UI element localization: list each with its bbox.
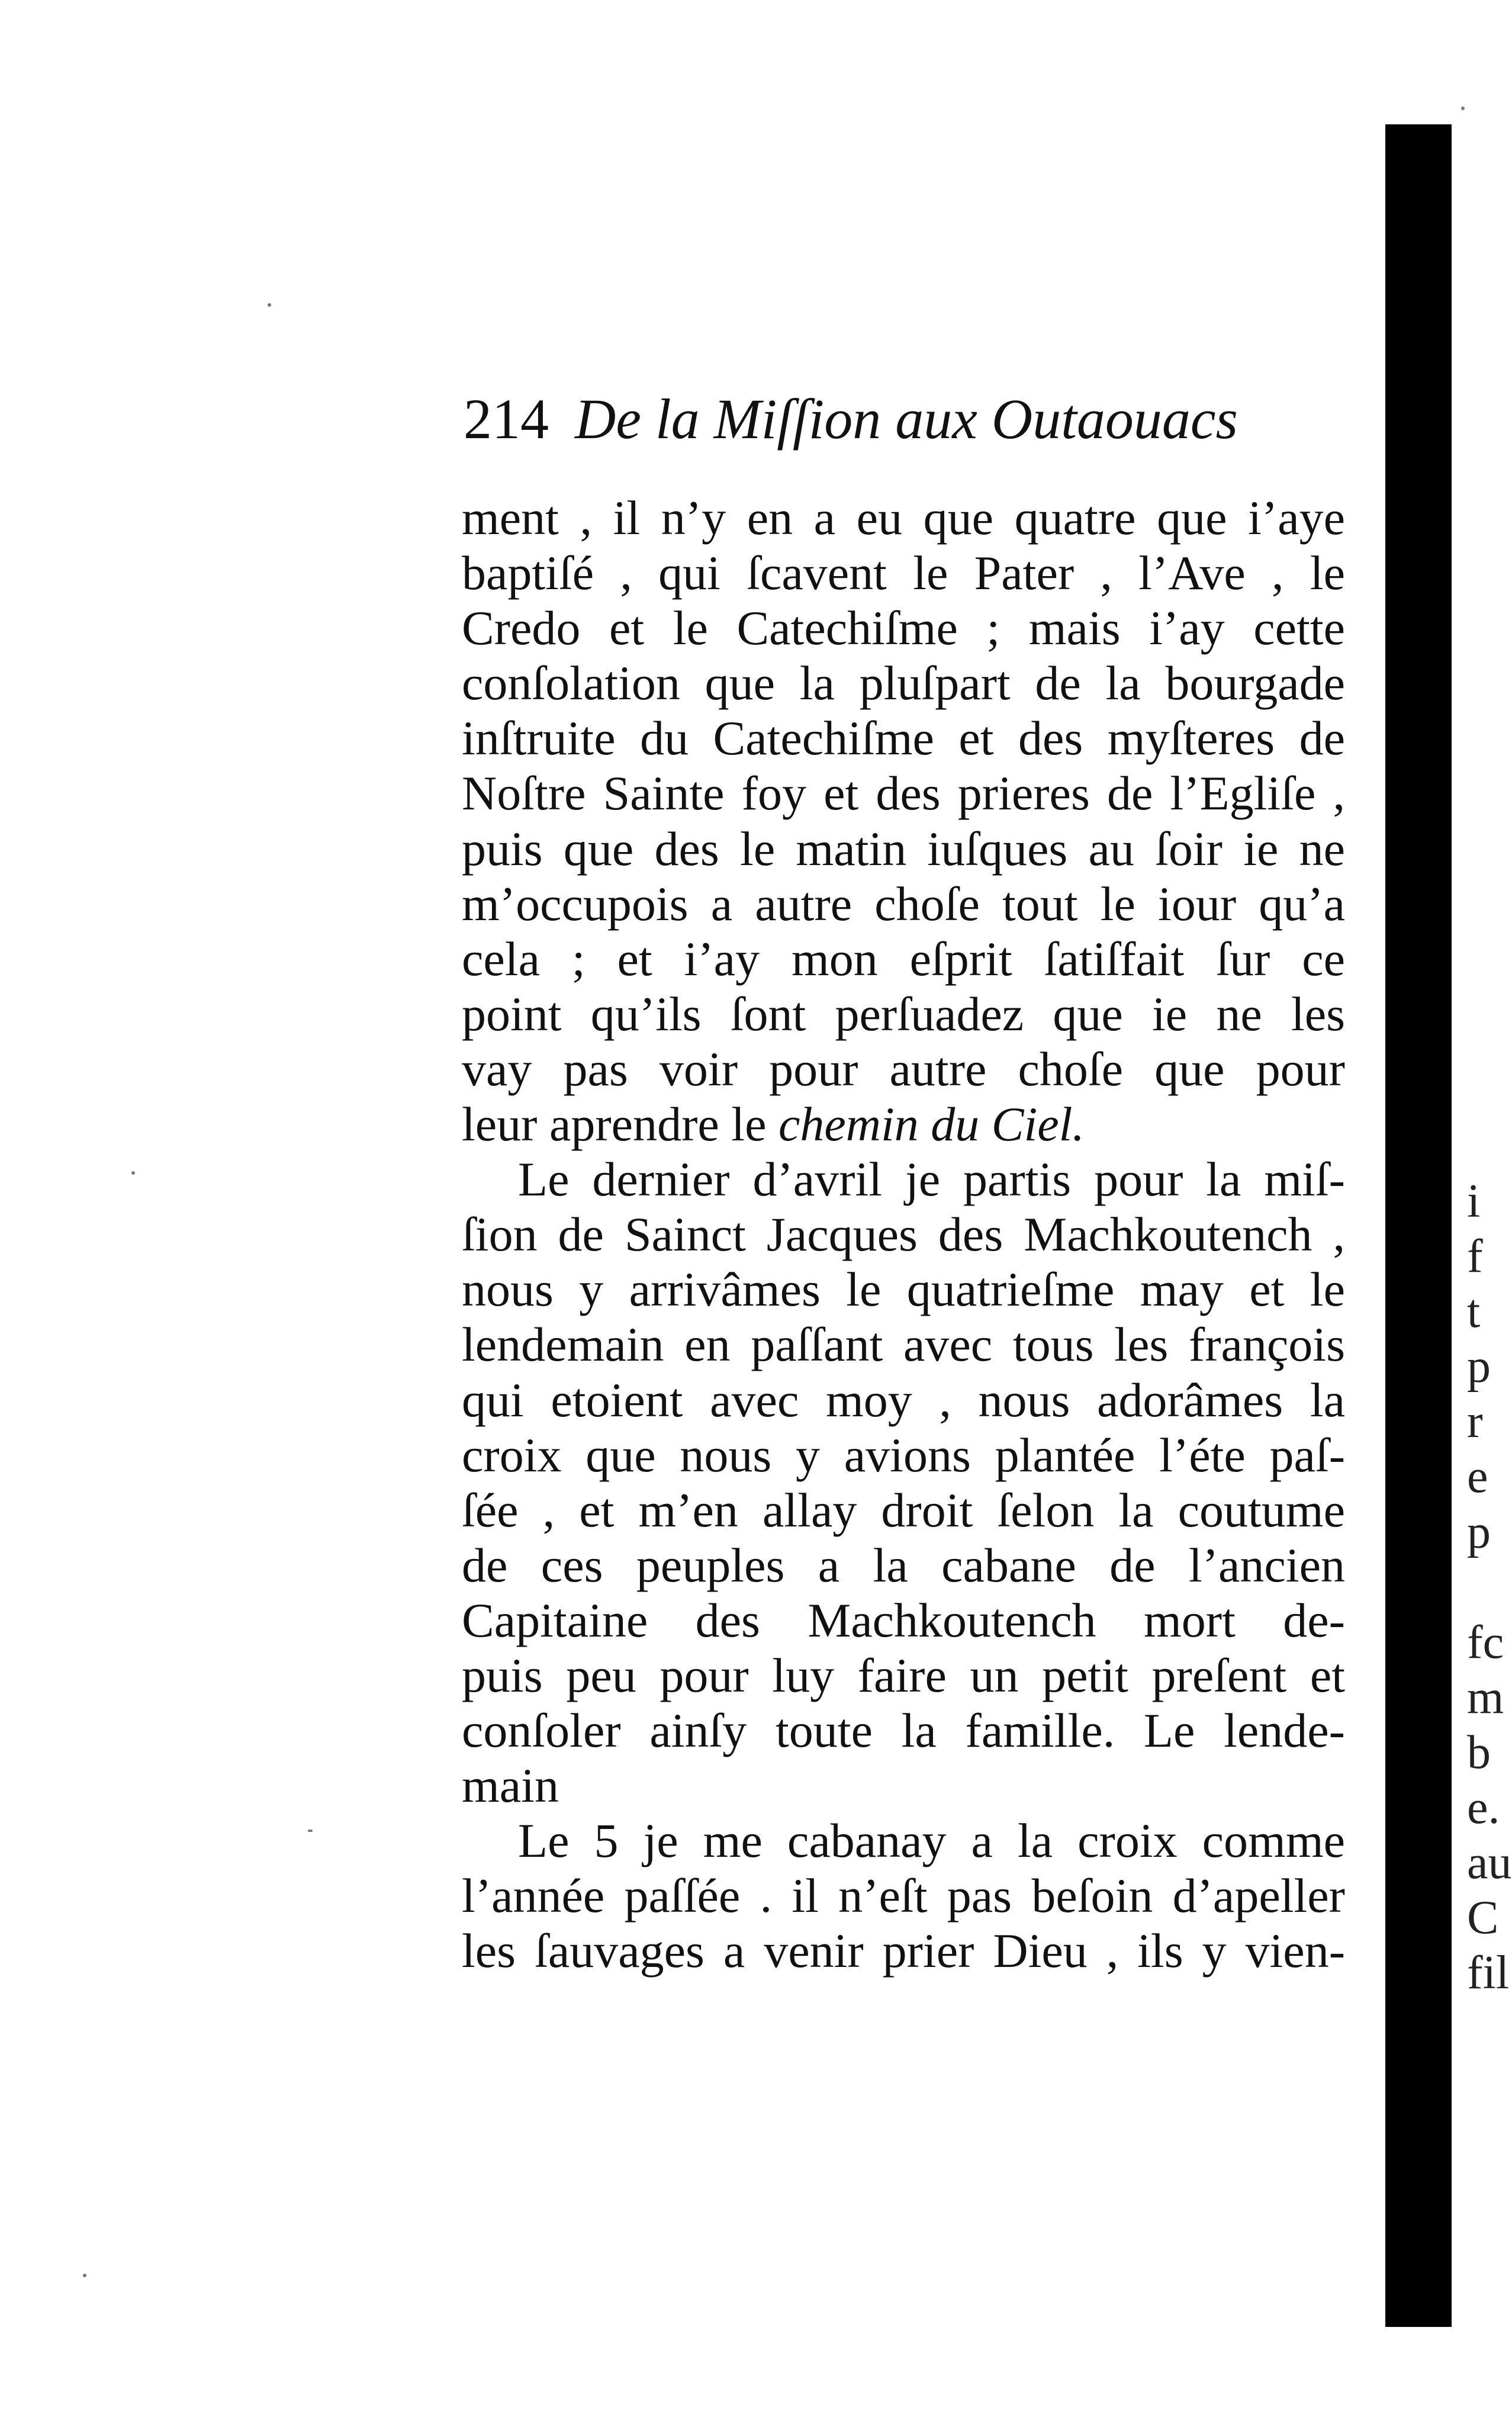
text-line: baptiſé , qui ſcavent le Pater , l’Ave , le <box>462 546 1345 600</box>
text-line: conſolation que la pluſpart de la bourgade <box>462 656 1345 711</box>
text-line: Le dernier d’avril je partis pour la miſ- <box>518 1152 1345 1207</box>
paragraph-2 <box>462 1152 1345 1813</box>
text-line: croix que nous y avions plantée l’éte paſ- <box>462 1428 1345 1482</box>
fragment: i <box>1467 1175 1481 1227</box>
text-line: Credo et le Catechiſme ; mais i’ay cette <box>462 601 1345 655</box>
text-line: m’occupois a autre choſe tout le iour qu’a <box>462 876 1345 931</box>
fragment: C <box>1467 1892 1499 1944</box>
text-line: vay pas voir pour autre choſe que pour <box>462 1041 1345 1096</box>
text-line: ſion de Sainct Jacques des Machkoutench , <box>462 1207 1345 1262</box>
text-line: ſée , et m’en allay droit ſelon la coutume <box>462 1483 1345 1537</box>
text-line: inſtruite du Catechiſme et des myſteres de <box>462 711 1345 766</box>
text-line: lendemain en paſſant avec tous les françois <box>462 1317 1345 1372</box>
running-title: De la Miſſion aux Outaouacs <box>575 387 1238 451</box>
fragment <box>1467 1560 1505 1615</box>
text-line: qui etoient avec moy , nous adorâmes la <box>462 1372 1345 1427</box>
fragment: f <box>1467 1230 1483 1283</box>
text-line: l’année paſſée . il n’eſt pas beſoin d’apeller <box>462 1869 1345 1923</box>
text-line: de ces peuples a la cabane de l’ancien <box>462 1538 1345 1592</box>
fragment: e. <box>1467 1782 1500 1834</box>
body-text <box>462 490 1345 1979</box>
paper-speck <box>1461 107 1465 110</box>
text-line: point qu’ils ſont perſuadez que ie ne les <box>462 986 1345 1041</box>
facing-page-fragments <box>1467 1174 1512 2001</box>
text-line: conſoler ainſy toute la famille. Le lende- <box>462 1703 1345 1758</box>
text-line: nous y arrivâmes le quatrieſme may et le <box>462 1262 1345 1317</box>
emphasized-phrase: chemin du Ciel. <box>778 1097 1085 1152</box>
paper-speck <box>268 303 271 307</box>
fragment: p <box>1467 1341 1491 1393</box>
text-line <box>462 1097 1345 1152</box>
fragment: au <box>1467 1837 1512 1889</box>
paragraph-1 <box>462 490 1345 1152</box>
fragment: b <box>1467 1726 1491 1779</box>
fragment: fc <box>1467 1616 1504 1669</box>
fragment: fil <box>1467 1947 1510 2000</box>
text-line-lead: leur aprendre le <box>462 1097 778 1152</box>
text-line: cela ; et i’ay mon eſprit ſatiſfait ſur ce <box>462 931 1345 986</box>
fragment: m <box>1467 1671 1504 1724</box>
text-line: puis que des le matin iuſques au ſoir ie ne <box>462 821 1345 876</box>
fragment: r <box>1467 1396 1483 1448</box>
text-line: ment , il n’y en a eu que quatre que i’aye <box>462 491 1345 545</box>
running-header <box>464 384 1352 455</box>
paper-speck <box>83 2274 86 2277</box>
page-gutter-shadow <box>1385 124 1452 2327</box>
paper-speck <box>131 1171 135 1175</box>
text-line: Capitaine des Machkoutench mort de- <box>462 1593 1345 1647</box>
text-line: Noſtre Sainte foy et des prieres de l’Egliſe , <box>462 766 1345 821</box>
paper-speck <box>308 1830 313 1832</box>
fragment: t <box>1467 1285 1481 1338</box>
paragraph-3 <box>462 1813 1345 1978</box>
text-line: main <box>462 1759 559 1813</box>
text-line: les ſauvages a venir prier Dieu , ils y vien- <box>462 1924 1345 1978</box>
text-line: Le 5 je me cabanay a la croix comme <box>518 1814 1345 1868</box>
page-number: 214 <box>464 387 549 451</box>
text-line: puis peu pour luy faire un petit preſent et <box>462 1648 1345 1702</box>
fragment: p <box>1467 1506 1491 1558</box>
fragment: e <box>1467 1451 1488 1503</box>
